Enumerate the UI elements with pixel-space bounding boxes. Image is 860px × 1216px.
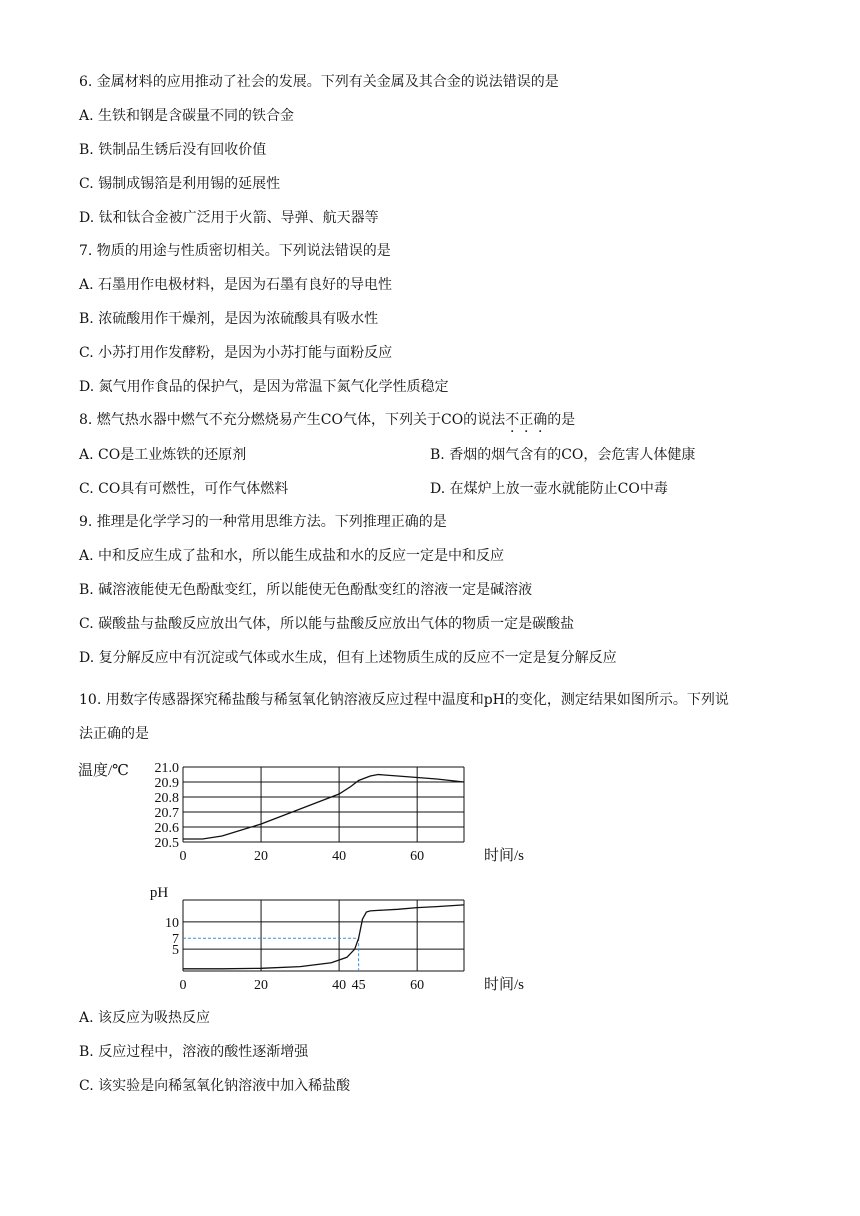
q10-option-c: C. 该实验是向稀氢氧化钠溶液中加入稀盐酸	[79, 1078, 351, 1094]
q9-stem: 9. 推理是化学学习的一种常用思维方法。下列推理正确的是	[79, 514, 447, 530]
temp-y-axis-label: 温度/℃	[78, 763, 129, 779]
ph-series-line	[183, 905, 464, 969]
ph-y-axis-label: pH	[149, 885, 169, 901]
temp-series-line	[183, 775, 464, 840]
temp-x-tick-label: 0	[179, 849, 187, 864]
temp-y-tick-label: 20.8	[154, 791, 179, 806]
q10-option-b: B. 反应过程中，溶液的酸性逐渐增强	[79, 1044, 309, 1060]
q8-stem-post: 的是	[547, 412, 576, 428]
ph-x-tick-label: 0	[179, 978, 187, 993]
q10-charts	[78, 755, 525, 997]
ph-y-tick-label: 5	[172, 943, 179, 959]
q9-option-d: D. 复分解反应中有沉淀或气体或水生成，但有上述物质生成的反应不一定是复分解反应	[79, 650, 617, 666]
ph-y-tick-label: 10	[165, 915, 179, 931]
q8-stem-pre: 8. 燃气热水器中燃气不充分燃烧易产生CO气体，下列关于CO的说法	[79, 412, 506, 428]
q6-option-b: B. 铁制品生锈后没有回收价值	[79, 142, 267, 158]
ph-x-tick-label: 45	[351, 978, 366, 993]
ph-x-tick-label: 20	[254, 978, 269, 993]
temp-y-tick-label: 20.6	[154, 821, 179, 836]
q7-option-b: B. 浓硫酸用作干燥剂，是因为浓硫酸具有吸水性	[79, 311, 379, 327]
q8-emph-1: 不	[505, 412, 520, 428]
q8-stem	[79, 410, 575, 430]
q8-option-d: D. 在煤炉上放一壶水就能防止CO中毒	[430, 481, 668, 497]
q6-stem: 6. 金属材料的应用推动了社会的发展。下列有关金属及其合金的说法错误的是	[79, 74, 559, 90]
temp-y-tick-label: 20.5	[154, 836, 179, 851]
q7-option-c: C. 小苏打用作发酵粉，是因为小苏打能与面粉反应	[79, 345, 393, 361]
q6-option-d: D. 钛和钛合金被广泛用于火箭、导弹、航天器等	[79, 210, 379, 226]
q9-option-c: C. 碳酸盐与盐酸反应放出气体，所以能与盐酸反应放出气体的物质一定是碳酸盐	[79, 616, 575, 632]
q9-option-a: A. 中和反应生成了盐和水，所以能生成盐和水的反应一定是中和反应	[79, 548, 505, 564]
q10-figure	[78, 755, 525, 1001]
temp-x-axis-label: 时间/s	[483, 848, 525, 864]
q10-stem-line1: 10. 用数字传感器探究稀盐酸与稀氢氧化钠溶液反应过程中温度和pH的变化，测定结果如图所示。下列说	[79, 692, 729, 708]
temp-y-tick-label: 21.0	[154, 761, 179, 776]
q8-emph-3: 确	[533, 412, 548, 428]
temp-y-tick-label: 20.7	[154, 806, 179, 821]
q10-stem-line2: 法正确的是	[79, 726, 149, 742]
q9-option-b: B. 碱溶液能使无色酚酞变红，所以能使无色酚酞变红的溶液一定是碱溶液	[79, 582, 533, 598]
q8-emph-2: 正	[519, 412, 534, 428]
ph-x-axis-label: 时间/s	[483, 977, 525, 993]
q7-option-a: A. 石墨用作电极材料，是因为石墨有良好的导电性	[79, 277, 393, 293]
q8-option-b: B. 香烟的烟气含有的CO，会危害人体健康	[430, 447, 696, 463]
temp-x-tick-label: 20	[254, 849, 269, 864]
q6-option-c: C. 锡制成锡箔是利用锡的延展性	[79, 176, 281, 192]
q7-option-d: D. 氮气用作食品的保护气，是因为常温下氮气化学性质稳定	[79, 379, 449, 395]
temp-x-tick-label: 40	[332, 849, 347, 864]
ph-x-tick-label: 60	[410, 978, 425, 993]
temp-x-tick-label: 60	[410, 849, 425, 864]
ph-x-tick-label: 40	[332, 978, 347, 993]
q6-option-a: A. 生铁和钢是含碳量不同的铁合金	[79, 108, 295, 124]
temp-y-tick-label: 20.9	[154, 776, 179, 791]
q7-stem: 7. 物质的用途与性质密切相关。下列说法错误的是	[79, 243, 391, 259]
ph-y-tick-label: 7	[172, 932, 179, 948]
q8-option-c: C. CO具有可燃性，可作气体燃料	[79, 481, 289, 497]
q10-option-a: A. 该反应为吸热反应	[79, 1010, 211, 1026]
q8-option-a: A. CO是工业炼铁的还原剂	[79, 447, 247, 463]
